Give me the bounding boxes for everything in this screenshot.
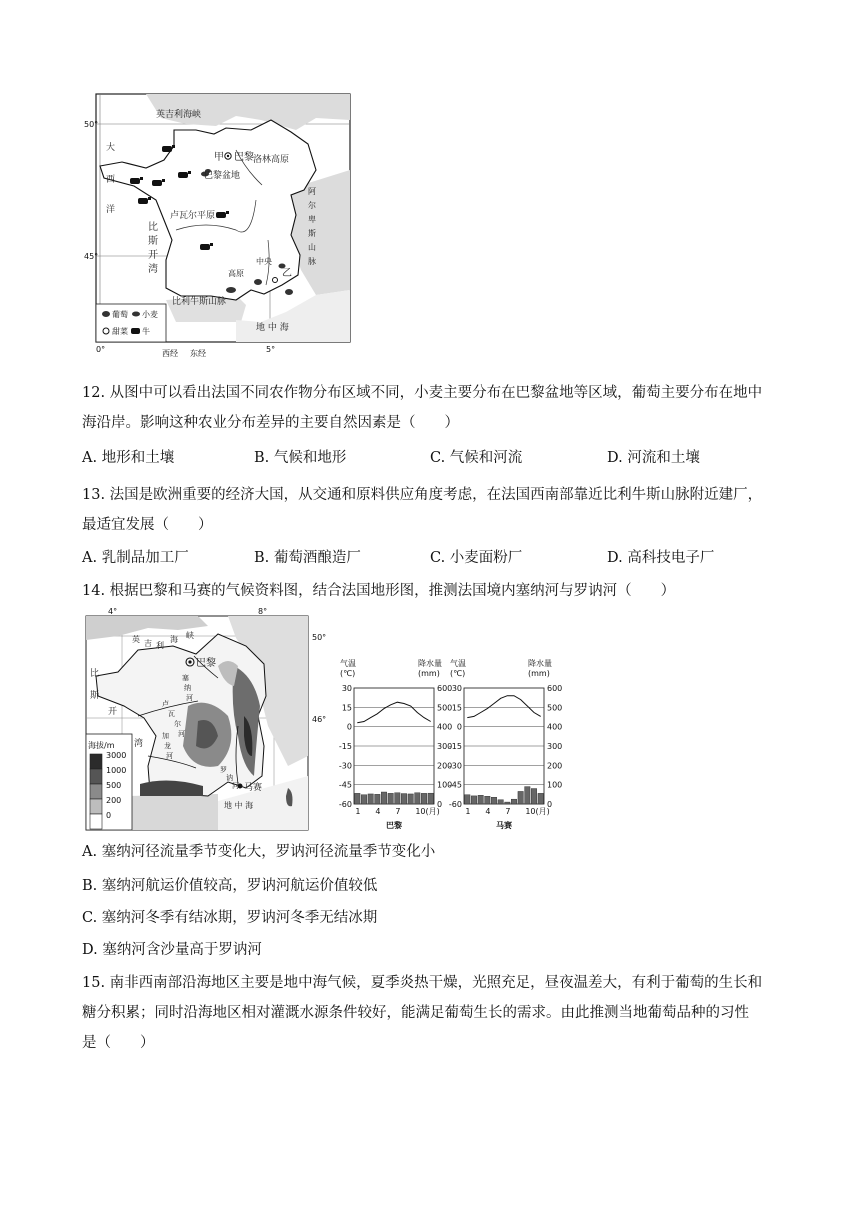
map2-lat-50: 50° (312, 633, 327, 642)
q12-option-b[interactable]: B. 气候和地形 (254, 450, 347, 466)
q15-line2: 糖分积累；同时沿海地区相对灌溉水源条件较好，能满足葡萄生长的需求。由此推测当地葡萄品种的习性 (82, 1005, 749, 1021)
map2-garonne-1: 加 (162, 732, 169, 740)
map2-garonne-3: 河 (166, 752, 173, 760)
chart-paris-left-tick-6: -60 (338, 800, 352, 809)
map2-seine-1: 塞 (182, 674, 189, 682)
france-agriculture-map (86, 90, 356, 360)
chart-marseille-left-tick-5: -45 (448, 780, 462, 790)
chart-marseille-left-tick-6: -60 (448, 800, 462, 809)
chart-marseille-bar-5 (491, 797, 496, 804)
chart-paris-right-tick-6: 0 (437, 800, 443, 809)
paris-climate-chart (338, 656, 452, 832)
label-alps-4: 斯 (308, 229, 316, 238)
label-lorraine: 洛林高原 (253, 155, 290, 165)
legend-beet: 甜菜 (112, 327, 128, 336)
chart-paris-right-tick-4: 200 (437, 761, 453, 771)
map2-lon-8: 8° (258, 607, 268, 616)
question-14 (82, 576, 782, 606)
q12-option-d[interactable]: D. 河流和土壤 (607, 450, 700, 466)
chart-marseille-left-tick-2: 0 (456, 722, 462, 732)
marseille-climate-chart (448, 656, 564, 832)
chart-marseille-left-tick-1: 15 (451, 703, 462, 713)
label-alps-6: 脉 (308, 257, 316, 266)
chart-marseille-bar-8 (511, 799, 516, 804)
lon-caption-west: 西经 (162, 349, 178, 358)
label-strait: 英吉利海峡 (156, 110, 202, 120)
q12-line2: 海沿岸。影响这种农业分布差异的主要自然因素是（ ） (82, 415, 459, 431)
chart-marseille-left-tick-0: 30 (451, 684, 462, 693)
chart-marseille-title: 马赛 (496, 821, 512, 830)
question-15 (82, 968, 792, 1058)
chart-paris-right-tick-3: 300 (437, 742, 453, 751)
chart-marseille-bar-9 (518, 791, 523, 804)
label-biscay-3: 开 (148, 250, 158, 261)
chart-marseille-left-title: 气温 (450, 659, 466, 668)
chart-paris-bar-12 (428, 793, 433, 804)
label-atlantic-2: 西 (106, 175, 116, 185)
map2-biscay-1: 比 (90, 669, 100, 679)
q14-option-a[interactable]: A. 塞纳河径流量季节变化大，罗讷河径流量季节变化小 (82, 844, 436, 860)
q13-option-a[interactable]: A. 乳制品加工厂 (82, 550, 189, 566)
elev-swatch-0 (90, 814, 102, 829)
chart-marseille-bar-7 (505, 802, 510, 804)
q13-option-c[interactable]: C. 小麦面粉厂 (430, 550, 523, 566)
chart-marseille-right-title: 降水量 (528, 659, 552, 668)
chart-marseille-bar-4 (485, 796, 490, 804)
chart-paris-bar-11 (421, 793, 426, 804)
label-med: 地 中 海 (256, 323, 289, 333)
chart-paris-left-unit: (℃) (340, 669, 356, 678)
lat-50: 50° (84, 120, 99, 129)
q14-option-b[interactable]: B. 塞纳河航运价值较高，罗讷河航运价值较低 (82, 878, 378, 894)
chart-marseille-x-tick-0: 1 (465, 807, 471, 816)
lat-45: 45° (84, 252, 99, 261)
map2-loire-4: 河 (178, 730, 185, 738)
label-atlantic-3: 洋 (106, 205, 116, 215)
elev-level-0: 0 (106, 811, 112, 820)
label-loire: 卢瓦尔平原 (170, 211, 216, 221)
chart-marseille-bar-6 (498, 800, 503, 804)
legend-cattle: 牛 (142, 327, 150, 336)
chart-paris-bar-3 (368, 794, 373, 804)
chart-paris-left-tick-4: -30 (338, 761, 352, 771)
map2-marseille: 马赛 (244, 783, 263, 793)
label-pyrenees: 比利牛斯山脉 (172, 297, 227, 307)
map2-loire-3: 尔 (174, 720, 181, 728)
map2-rhone-2: 讷 (226, 774, 233, 782)
label-alps-2: 尔 (308, 201, 316, 210)
chart-paris-left-tick-2: 0 (346, 722, 352, 732)
map2-strait-1: 英 (132, 635, 140, 644)
chart-paris-title: 巴黎 (386, 821, 402, 830)
map2-strait-3: 利 (156, 641, 164, 650)
elev-swatch-1000 (90, 769, 102, 784)
map2-loire-1: 卢 (162, 700, 169, 708)
chart-paris-bar-1 (355, 793, 360, 804)
question-12 (82, 378, 782, 438)
chart-paris-x-tick-2: 7 (395, 807, 401, 816)
chart-marseille-right-tick-5: 100 (547, 780, 563, 790)
map2-rhone-1: 罗 (220, 766, 227, 774)
q12-option-a[interactable]: A. 地形和土壤 (82, 450, 175, 466)
chart-paris-bar-4 (375, 794, 380, 804)
chart-paris-bar-2 (361, 795, 366, 804)
label-jia: 甲 (214, 152, 224, 163)
map2-loire-2: 瓦 (168, 710, 175, 718)
q15-line1: 15. 南非西南部沿海地区主要是地中海气候，夏季炎热干燥，光照充足，昼夜温差大，有利于葡萄的生长和 (82, 975, 763, 991)
legend-grape: 葡萄 (112, 310, 128, 319)
map2-seine-3: 河 (186, 694, 193, 702)
chart-marseille-right-tick-1: 500 (547, 703, 563, 713)
legend-wheat: 小麦 (142, 310, 158, 319)
chart-marseille-right-tick-3: 300 (547, 742, 563, 751)
chart-paris-left-title: 气温 (340, 659, 356, 668)
chart-marseille-bar-3 (478, 795, 483, 804)
chart-marseille-bar-11 (531, 789, 536, 804)
map2-lon-4: 4° (108, 607, 118, 616)
map2-strait-5: 峡 (186, 631, 194, 640)
chart-marseille-left-tick-3: -15 (448, 742, 462, 751)
chart-paris-right-tick-2: 400 (437, 722, 453, 732)
chart-marseille-right-tick-4: 200 (547, 761, 563, 771)
label-paris: 巴黎 (234, 152, 254, 163)
chart-paris-x-tick-3: 10(月) (415, 807, 440, 816)
lon-5: 5° (266, 345, 276, 354)
q14-option-c[interactable]: C. 塞纳河冬季有结冰期，罗讷河冬季无结冰期 (82, 910, 378, 926)
chart-marseille-right-tick-6: 0 (547, 800, 553, 809)
q14-option-d[interactable]: D. 塞纳河含沙量高于罗讷河 (82, 942, 262, 958)
map2-rhone-3: 河 (232, 782, 239, 790)
elev-swatch-3000 (90, 754, 102, 769)
q13-option-d[interactable]: D. 高科技电子厂 (607, 550, 715, 566)
chart-paris-x-tick-0: 1 (355, 807, 361, 816)
chart-paris-left-tick-5: -45 (338, 780, 352, 790)
label-biscay-1: 比 (148, 222, 158, 233)
chart-paris-bar-5 (381, 792, 386, 804)
chart-paris-left-tick-1: 15 (341, 703, 352, 713)
label-alps-1: 阿 (308, 187, 316, 196)
map2-paris: 巴黎 (196, 658, 216, 669)
chart-paris-bar-7 (395, 793, 400, 804)
chart-paris-right-tick-0: 600 (437, 684, 453, 693)
map2-biscay-2: 斯 (90, 691, 100, 701)
chart-paris-bar-9 (408, 794, 413, 804)
chart-marseille-right-unit: (mm) (528, 669, 550, 678)
chart-paris-right-title: 降水量 (418, 659, 442, 668)
elev-swatch-500 (90, 784, 102, 799)
chart-marseille-right-tick-2: 400 (547, 722, 563, 732)
label-biscay-2: 斯 (148, 236, 158, 247)
lon-caption-east: 东经 (190, 349, 206, 358)
chart-marseille-left-unit: (℃) (450, 669, 466, 678)
label-central-1: 中央 (256, 257, 272, 266)
label-biscay-4: 湾 (148, 264, 158, 275)
france-relief-map (78, 606, 334, 832)
chart-paris-bar-6 (388, 793, 393, 804)
label-alps-3: 卑 (308, 215, 316, 224)
chart-marseille-right-tick-0: 600 (547, 684, 563, 693)
q13-option-b[interactable]: B. 葡萄酒酿造厂 (254, 550, 361, 566)
chart-paris-right-unit: (mm) (418, 669, 440, 678)
chart-marseille-left-tick-4: -30 (448, 761, 462, 771)
q13-line1: 13. 法国是欧洲重要的经济大国，从交通和原料供应角度考虑，在法国西南部靠近比利牛斯山脉附近建厂， (82, 487, 763, 503)
map2-med: 地 中 海 (224, 801, 254, 810)
chart-paris-bar-10 (415, 793, 420, 804)
chart-marseille-x-tick-3: 10(月) (525, 807, 550, 816)
q12-line1: 12. 从图中可以看出法国不同农作物分布区域不同，小麦主要分布在巴黎盆地等区域，葡萄主要分布在地中 (82, 385, 763, 401)
chart-marseille-bar-2 (471, 796, 476, 804)
map2-seine-2: 纳 (184, 684, 191, 692)
chart-marseille-bar-1 (465, 795, 470, 804)
map2-biscay-4: 湾 (134, 739, 144, 749)
chart-paris-right-tick-5: 100 (437, 780, 453, 790)
q13-line2: 最适宜发展（ ） (82, 517, 213, 533)
map2-strait-2: 吉 (144, 639, 152, 648)
elev-level-3000: 3000 (106, 751, 127, 760)
label-atlantic-1: 大 (106, 143, 116, 153)
q12-option-c[interactable]: C. 气候和河流 (430, 450, 523, 466)
chart-marseille-bar-10 (525, 787, 530, 804)
q14-text: 14. 根据巴黎和马赛的气候资料图，结合法国地形图，推测法国境内塞纳河与罗讷河（ ） (82, 583, 676, 599)
chart-paris-x-tick-1: 4 (375, 807, 381, 816)
map2-biscay-3: 开 (108, 707, 118, 717)
elev-level-200: 200 (106, 796, 122, 805)
map2-lat-46: 46° (312, 715, 327, 724)
chart-marseille-bar-12 (538, 793, 543, 804)
elev-legend-title: 海拔/m (88, 741, 115, 750)
elev-level-1000: 1000 (106, 766, 127, 775)
chart-marseille-x-tick-2: 7 (505, 807, 511, 816)
chart-paris-left-tick-0: 30 (341, 684, 352, 693)
label-alps-5: 山 (308, 243, 316, 252)
chart-paris-right-tick-1: 500 (437, 703, 453, 713)
question-13 (82, 480, 782, 540)
elev-swatch-200 (90, 799, 102, 814)
label-central-2: 高原 (228, 269, 244, 278)
q15-line3: 是（ ） (82, 1035, 155, 1051)
chart-marseille-x-tick-1: 4 (485, 807, 491, 816)
lon-0: 0° (96, 345, 106, 354)
map2-garonne-2: 龙 (164, 742, 171, 750)
chart-paris-bar-8 (401, 794, 406, 804)
label-basin: 巴黎盆地 (204, 171, 241, 181)
map2-strait-4: 海 (170, 635, 178, 644)
label-yi: 乙 (282, 268, 292, 279)
chart-paris-left-tick-3: -15 (338, 742, 352, 751)
elev-level-500: 500 (106, 781, 122, 790)
